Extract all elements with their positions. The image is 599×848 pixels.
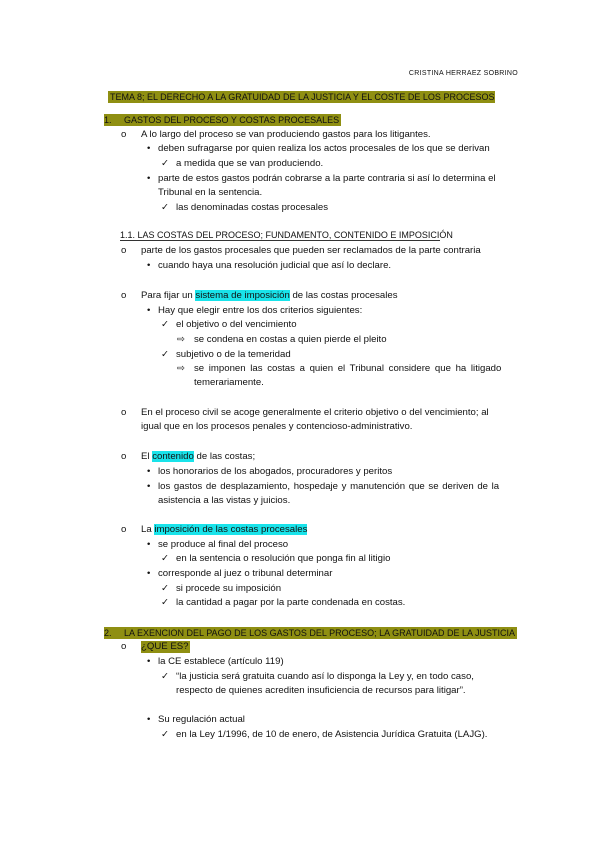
list-item: si procede su imposición [176,583,282,594]
bullet-icon: • [147,466,151,477]
list-item: cuando haya una resolución judicial que así lo declare. [158,260,392,271]
subsection-heading: 1.1. LAS COSTAS DEL PROCESO; FUNDAMENTO, CONTENIDO E IMPOSICIÓN [120,230,453,240]
highlighted-term: contenido [152,451,194,462]
list-item-continuation: asistencia a las vistas y juicios. [158,495,291,506]
list-item: Hay que elegir entre los dos criterios siguientes: [158,305,363,316]
subsection-underline [120,240,440,241]
list-item [141,290,398,302]
check-icon: ✓ [161,349,170,360]
text: Para fijar un [141,290,196,301]
circle-bullet-icon: o [121,245,127,256]
bullet-icon: • [147,481,151,492]
list-item: la cantidad a pagar por la parte condenada en costas. [176,597,406,608]
section-number: 1. [104,115,112,125]
check-icon: ✓ [161,671,170,682]
section-1-heading [104,114,341,126]
list-item: se imponen las costas a quien el Tribunal considere que ha litigado [194,363,502,374]
list-item: la CE establece (artículo 119) [158,656,284,667]
check-icon: ✓ [161,319,170,330]
list-item: el objetivo o del vencimiento [176,319,297,330]
bullet-icon: • [147,173,151,184]
list-item: “la justicia será gratuita cuando así lo disponga la Ley y, en todo caso, [176,671,474,682]
list-item: A lo largo del proceso se van produciendo gastos para los litigantes. [141,129,431,140]
list-item [141,524,307,536]
arrow-icon: ⇨ [177,334,186,345]
text: de las costas; [193,451,256,462]
list-item: parte de estos gastos podrán cobrarse a la parte contraria si así lo determina el [158,173,496,184]
list-item-continuation: respecto de quienes acrediten insuficiencia de recursos para litigar”. [176,685,466,696]
list-item: subjetivo o de la temeridad [176,349,291,360]
check-icon: ✓ [161,202,170,213]
circle-bullet-icon: o [121,407,127,418]
bullet-icon: • [147,539,151,550]
bullet-icon: • [147,143,151,154]
section-label: LA EXENCION DEL PAGO DE LOS GASTOS DEL PROCESO; LA GRATUIDAD DE LA JUSTICIA [124,628,515,638]
bullet-icon: • [147,568,151,579]
bullet-icon: • [147,656,151,667]
list-item: en la Ley 1/1996, de 10 de enero, de Asistencia Jurídica Gratuita (LAJG). [176,729,488,740]
circle-bullet-icon: o [121,290,127,301]
bullet-icon: • [147,260,151,271]
circle-bullet-icon: o [121,451,127,462]
list-item: los gastos de desplazamiento, hospedaje y manutención que se deriven de la [158,481,500,492]
list-item: deben sufragarse por quien realiza los actos procesales de los que se derivan [158,143,490,154]
check-icon: ✓ [161,158,170,169]
arrow-icon: ⇨ [177,363,186,374]
list-item: en la sentencia o resolución que ponga fin al litigio [176,553,391,564]
section-2-heading [104,627,517,639]
circle-bullet-icon: o [121,641,127,652]
list-item: se condena en costas a quien pierde el pleito [194,334,387,345]
circle-bullet-icon: o [121,129,127,140]
check-icon: ✓ [161,553,170,564]
list-item: los honorarios de los abogados, procuradores y peritos [158,466,393,477]
text: de las costas procesales [289,290,398,301]
check-icon: ✓ [161,583,170,594]
list-item-heading: ¿QUE ES? [141,641,189,652]
bullet-icon: • [147,305,151,316]
list-item-continuation: temerariamente. [194,377,264,388]
list-item: En el proceso civil se acoge generalmente el criterio objetivo o del vencimiento; al [141,407,489,418]
list-item-continuation: Tribunal en la sentencia. [158,187,263,198]
list-item: a medida que se van produciendo. [176,158,324,169]
list-item: Su regulación actual [158,714,245,725]
list-item: se produce al final del proceso [158,539,289,550]
author-name: CRISTINA HERRAEZ SOBRINO [408,70,518,77]
section-number: 2. [104,628,112,638]
highlighted-term: sistema de imposición [195,290,290,301]
circle-bullet-icon: o [121,524,127,535]
bullet-icon: • [147,714,151,725]
section-label: GASTOS DEL PROCESO Y COSTAS PROCESALES [124,115,340,125]
list-item [141,451,255,463]
list-item: corresponde al juez o tribunal determinar [158,568,333,579]
list-item: las denominadas costas procesales [176,202,328,213]
highlighted-term: imposición de las costas procesales [154,524,308,535]
list-item-continuation: igual que en los procesos penales y contencioso-administrativo. [141,421,413,432]
text: El [141,451,153,462]
check-icon: ✓ [161,729,170,740]
page-title: TEMA 8; EL DERECHO A LA GRATUIDAD DE LA JUSTICIA Y EL COSTE DE LOS PROCESOS [110,92,495,102]
list-item: parte de los gastos procesales que pueden ser reclamados de la parte contraria [141,245,481,256]
check-icon: ✓ [161,597,170,608]
text: La [141,524,155,535]
